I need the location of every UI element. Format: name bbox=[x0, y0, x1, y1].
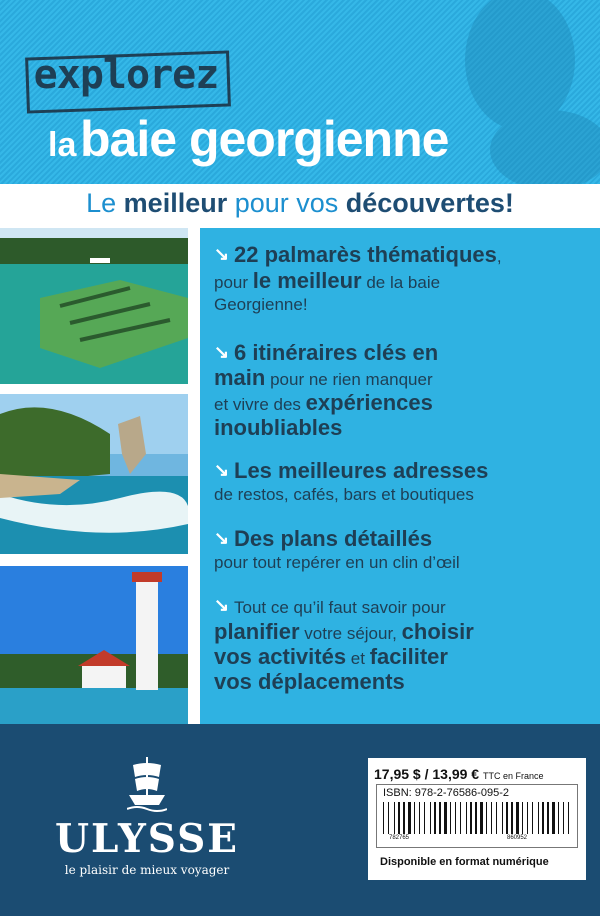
barcode-bar bbox=[403, 802, 405, 834]
barcode-bar bbox=[527, 802, 528, 834]
feature-highlight: faciliter bbox=[369, 644, 448, 669]
price bbox=[374, 766, 544, 782]
barcode-bar bbox=[538, 802, 539, 834]
barcode-bar bbox=[496, 802, 497, 834]
barcode-bar bbox=[424, 802, 425, 834]
barcode-bar bbox=[475, 802, 477, 834]
feature-highlight: le meilleur bbox=[252, 268, 362, 293]
feature-highlight: inoubliables bbox=[214, 415, 343, 440]
feature-text: pour bbox=[214, 273, 253, 292]
arrow-icon: ↘ bbox=[214, 460, 230, 480]
barcode-bar bbox=[470, 802, 472, 834]
feature-highlight: expériences bbox=[305, 390, 433, 415]
arrow-icon: ↘ bbox=[214, 528, 230, 548]
feature-highlight: vos déplacements bbox=[214, 669, 405, 694]
feature-highlight: vos activités bbox=[214, 644, 347, 669]
barcode-bar bbox=[466, 802, 467, 834]
series-stamp bbox=[22, 48, 230, 110]
feature-text: , bbox=[496, 247, 502, 266]
arrow-icon: ↘ bbox=[214, 595, 230, 615]
book-title: baie georgienne bbox=[80, 111, 449, 167]
tagline-text-2: pour vos bbox=[227, 188, 346, 218]
feature-text: de restos, cafés, bars et boutiques bbox=[214, 485, 474, 504]
barcode-bar bbox=[552, 802, 555, 834]
feature-item bbox=[214, 460, 594, 503]
feature-text: et bbox=[346, 649, 370, 668]
tagline-text-1: Le bbox=[86, 188, 124, 218]
barcode-bar bbox=[511, 802, 513, 834]
barcode-bar bbox=[455, 802, 456, 834]
feature-item bbox=[214, 342, 594, 439]
arrow-icon: ↘ bbox=[214, 244, 230, 264]
barcode-bar bbox=[408, 802, 411, 834]
feature-text: Georgienne! bbox=[214, 295, 308, 314]
barcode-bar bbox=[444, 802, 447, 834]
barcode-bar bbox=[383, 802, 384, 834]
barcode-bar bbox=[522, 802, 523, 834]
tagline-band bbox=[0, 184, 600, 228]
feature-highlight: choisir bbox=[401, 619, 474, 644]
barcode-bar bbox=[480, 802, 483, 834]
feature-heading: Des plans détaillés bbox=[234, 526, 433, 551]
digital-availability: Disponible en format numérique bbox=[380, 856, 549, 868]
barcode-bar bbox=[502, 802, 503, 834]
barcode-bar bbox=[388, 802, 389, 834]
barcode-bar bbox=[398, 802, 400, 834]
barcode-image bbox=[383, 802, 571, 834]
price-barcode-box bbox=[368, 758, 586, 880]
barcode-bar bbox=[568, 802, 569, 834]
tagline-bold-2: découvertes! bbox=[345, 188, 514, 218]
tagline-bold-1: meilleur bbox=[123, 188, 228, 218]
barcode-bar bbox=[516, 802, 519, 834]
feature-highlight: planifier bbox=[214, 619, 300, 644]
barcode-bar bbox=[486, 802, 487, 834]
feature-item bbox=[214, 595, 594, 694]
feature-heading: Les meilleures adresses bbox=[234, 458, 489, 483]
publisher-logo: ULYSSE bbox=[55, 816, 239, 862]
barcode-bar bbox=[439, 802, 441, 834]
barcode-bar bbox=[419, 802, 420, 834]
barcode-bar bbox=[434, 802, 436, 834]
feature-text: pour ne rien manquer bbox=[265, 370, 433, 389]
shipwreck-lagoon-photo bbox=[0, 228, 188, 384]
barcode-digits-right: 860952 bbox=[507, 835, 528, 841]
feature-text: Tout ce qu’il faut savoir pour bbox=[234, 598, 446, 617]
barcode-bar bbox=[450, 802, 451, 834]
barcode-bar bbox=[414, 802, 415, 834]
rocky-shore-photo bbox=[0, 394, 188, 554]
feature-heading: 6 itinéraires clés en bbox=[234, 340, 439, 365]
feature-text: pour tout repérer en un clin d’œil bbox=[214, 553, 460, 572]
barcode-bar bbox=[491, 802, 492, 834]
barcode-bar bbox=[558, 802, 559, 834]
publisher-slogan: le plaisir de mieux voyager bbox=[64, 863, 230, 877]
feature-heading: 22 palmarès thématiques bbox=[234, 242, 497, 267]
cover-header bbox=[0, 0, 600, 184]
isbn-label: ISBN: 978-2-76586-095-2 bbox=[383, 787, 509, 799]
feature-highlight: main bbox=[214, 365, 266, 390]
feature-text: de la baie bbox=[361, 273, 441, 292]
barcode-bar bbox=[563, 802, 564, 834]
barcode-bar bbox=[394, 802, 395, 834]
barcode-bar bbox=[542, 802, 544, 834]
barcode-bar bbox=[430, 802, 431, 834]
price-suffix: TTC en France bbox=[482, 771, 544, 781]
feature-text: et vivre des bbox=[214, 395, 306, 414]
feature-item bbox=[214, 528, 594, 571]
barcode-bar bbox=[532, 802, 533, 834]
arrow-icon: ↘ bbox=[214, 342, 230, 362]
barcode-block bbox=[376, 784, 578, 848]
feature-text: votre séjour, bbox=[299, 624, 402, 643]
tagline bbox=[0, 188, 600, 219]
lighthouse-photo bbox=[0, 566, 188, 724]
barcode-bar bbox=[460, 802, 461, 834]
price-value: 17,95 $ / 13,99 € bbox=[374, 766, 483, 782]
photo-column bbox=[0, 228, 200, 724]
feature-item bbox=[214, 244, 594, 313]
title-prefix: la bbox=[48, 126, 77, 164]
series-label: explorez bbox=[33, 52, 219, 98]
features-panel bbox=[200, 228, 600, 724]
barcode-bar bbox=[547, 802, 549, 834]
barcode-bar bbox=[506, 802, 508, 834]
ship-logo-icon bbox=[127, 755, 167, 813]
barcode-digits-left: 782765 bbox=[389, 835, 410, 841]
